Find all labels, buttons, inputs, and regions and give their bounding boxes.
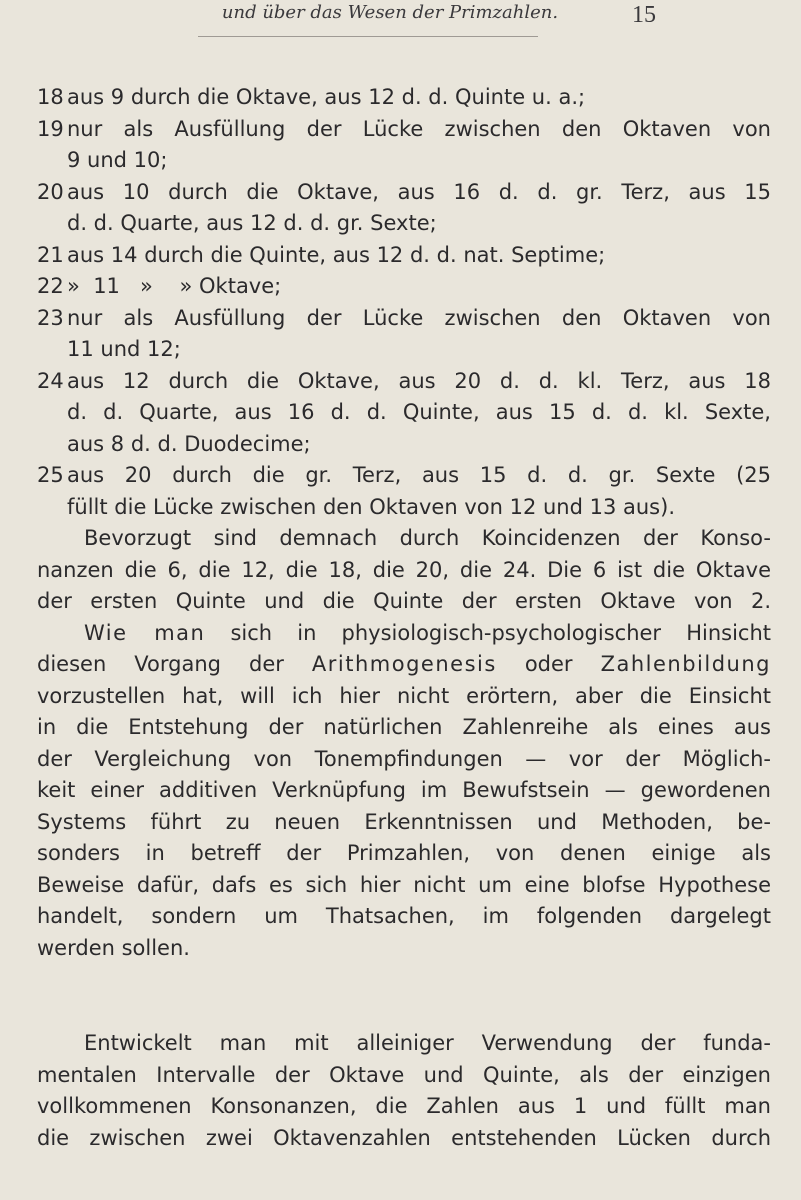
list-item-24: 24 aus 12 durch die Oktave, aus 20 d. d. kl. Terz, aus 18: [37, 368, 771, 393]
paragraph-line: Beweise dafür, dafs es sich hier nicht um eine blofse Hypothese: [37, 872, 771, 897]
paragraph-line: diesen Vorgang der Arithmogenesis oder Zahlenbildung: [37, 652, 771, 676]
spaced-term: Arithmogenesis: [311, 652, 497, 676]
paragraph-line: der Vergleichung von Tonempfindungen — vor der Möglich-: [37, 746, 771, 771]
paragraph-line: in die Entstehung der natürlichen Zahlenreihe als eines aus: [37, 715, 771, 739]
list-item-19: 19 nur als Ausfüllung der Lücke zwischen den Oktaven von: [37, 116, 771, 141]
page-body: [37, 82, 771, 1154]
paragraph-line: Systems führt zu neuen Erkenntnissen und Methoden, be-: [37, 809, 771, 834]
running-title: und über das Wesen der Primzahlen.: [221, 2, 559, 23]
list-item-18: 18 aus 9 durch die Oktave, aus 12 d. d. Quinte u. a.;: [37, 85, 586, 109]
page-number: 15: [632, 2, 656, 28]
paragraph-line: mentalen Intervalle der Oktave und Quinte, als der einzigen: [37, 1062, 771, 1087]
list-item-25: 25 aus 20 durch die gr. Terz, aus 15 d. d. gr. Sexte (25: [37, 463, 771, 487]
list-item-23: 23 nur als Ausfüllung der Lücke zwischen den Oktaven von: [37, 305, 771, 330]
list-item-24-cont: d. d. Quarte, aus 16 d. d. Quinte, aus 15 d. d. kl. Sexte,: [67, 400, 771, 424]
paragraph-line: keit einer additiven Verknüpfung im Bewufstsein — gewordenen: [37, 778, 771, 802]
list-item-20-cont: d. d. Quarte, aus 12 d. d. gr. Sexte;: [67, 211, 437, 235]
list-item-22: 22 » 11 » » Oktave;: [37, 274, 282, 298]
header-rule: [198, 36, 538, 37]
paragraph-gap: [37, 964, 771, 1028]
paragraph-line: werden sollen.: [37, 935, 190, 960]
spaced-text: Wie man: [84, 620, 206, 645]
running-head: [0, 2, 801, 42]
paragraph-line: Wie man sich in physiologisch-psychologischer Hinsicht: [84, 620, 771, 645]
paragraph-line: vollkommenen Konsonanzen, die Zahlen aus 1 und füllt man: [37, 1094, 771, 1118]
list-item-25-cont: füllt die Lücke zwischen den Oktaven von 12 und 13 aus).: [67, 494, 675, 519]
paragraph-line: Entwickelt man mit alleiniger Verwendung der funda-: [84, 1031, 771, 1055]
list-item-24-cont: aus 8 d. d. Duodecime;: [67, 431, 311, 456]
list-item-21: 21 aus 14 durch die Quinte, aus 12 d. d. nat. Septime;: [37, 242, 606, 267]
paragraph-line: die zwischen zwei Oktavenzahlen entstehenden Lücken durch: [37, 1125, 771, 1150]
list-item-19-cont: 9 und 10;: [67, 148, 168, 172]
paragraph-line: vorzustellen hat, will ich hier nicht erörtern, aber die Einsicht: [37, 683, 771, 708]
paragraph-line: der ersten Quinte und die Quinte der ersten Oktave von 2.: [37, 589, 771, 613]
paragraph-line: nanzen die 6, die 12, die 18, die 20, die 24. Die 6 ist die Oktave: [37, 557, 771, 582]
paragraph-line: handelt, sondern um Thatsachen, im folgenden dargelegt: [37, 904, 771, 928]
spaced-term: Zahlenbildung: [600, 652, 771, 676]
paragraph-line: Bevorzugt sind demnach durch Koincidenzen der Konso-: [84, 526, 771, 550]
list-item-23-cont: 11 und 12;: [67, 337, 181, 361]
list-item-20: 20 aus 10 durch die Oktave, aus 16 d. d. gr. Terz, aus 15: [37, 179, 771, 204]
paragraph-line: sonders in betreff der Primzahlen, von denen einige als: [37, 841, 771, 865]
